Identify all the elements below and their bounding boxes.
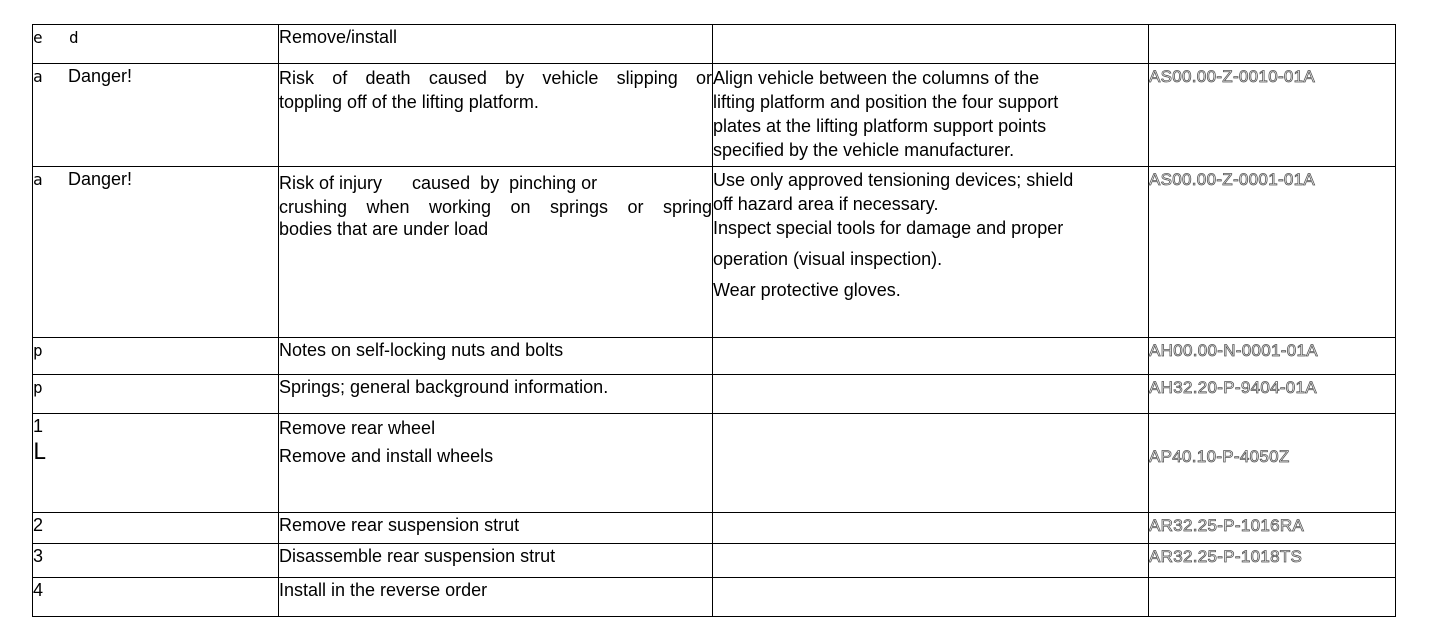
task-cell (279, 513, 713, 544)
task-cell (279, 338, 713, 375)
step-number: 3 (33, 546, 44, 566)
task-text: Disassemble rear suspension strut (279, 546, 556, 566)
table-row (33, 544, 1396, 578)
ref-cell (1149, 414, 1396, 513)
step-number: 1 (33, 416, 44, 436)
document-reference-link[interactable]: AS00.00-Z-0001-01A (1149, 170, 1316, 189)
sub-task-text: Remove and install wheels (279, 446, 494, 466)
ref-cell (1149, 513, 1396, 544)
note-line: Wear protective gloves. (713, 280, 901, 300)
note-cell (713, 338, 1149, 375)
ref-cell (1149, 544, 1396, 578)
task-text: Notes on self-locking nuts and bolts (279, 340, 564, 360)
note-cell (713, 513, 1149, 544)
task-line: Risk of injury caused by pinching or (279, 173, 598, 193)
info-symbol: p (33, 378, 43, 397)
note-cell (713, 375, 1149, 414)
document-reference-link[interactable]: AR32.25-P-1016RA (1149, 516, 1305, 535)
link-symbol: L (33, 440, 47, 465)
removal-symbol: e (33, 28, 43, 47)
danger-label: Danger! (68, 169, 133, 189)
danger-label: Danger! (68, 66, 133, 86)
note-line: Inspect special tools for damage and proper (713, 218, 1064, 238)
task-text: Springs; general background information. (279, 377, 609, 397)
task-text: Remove rear wheel (279, 418, 436, 438)
document-reference-link[interactable]: AR32.25-P-1018TS (1149, 547, 1303, 566)
note-cell (713, 544, 1149, 578)
symbol-cell (33, 338, 279, 375)
note-cell (713, 167, 1149, 338)
table-row (33, 64, 1396, 167)
step-cell (33, 414, 279, 513)
task-cell (279, 414, 713, 513)
task-cell (279, 578, 713, 617)
ref-cell (1149, 375, 1396, 414)
task-line: toppling off of the lifting platform. (279, 92, 539, 112)
step-cell (33, 544, 279, 578)
symbol-cell (33, 25, 279, 64)
document-reference-link[interactable]: AP40.10-P-4050Z (1149, 447, 1290, 466)
danger-symbol: a (33, 170, 43, 189)
table-row (33, 25, 1396, 64)
task-line: Risk of death caused by vehicle slipping or (279, 68, 712, 88)
note-line: specified by the vehicle manufacturer. (713, 140, 1015, 160)
danger-symbol: a (33, 67, 43, 86)
task-text: Install in the reverse order (279, 580, 488, 600)
step-cell (33, 578, 279, 617)
note-line: lifting platform and position the four support (713, 92, 1059, 112)
step-number: 4 (33, 580, 44, 600)
task-text: Remove/install (279, 27, 398, 47)
task-cell (279, 544, 713, 578)
ref-cell (1149, 167, 1396, 338)
table-row (33, 338, 1396, 375)
table-row (33, 513, 1396, 544)
task-line: crushing when working on springs or spring (279, 197, 712, 217)
task-text: Remove rear suspension strut (279, 515, 520, 535)
ref-cell (1149, 578, 1396, 617)
note-line: plates at the lifting platform support points (713, 116, 1047, 136)
step-number: 2 (33, 515, 44, 535)
step-cell (33, 513, 279, 544)
task-line: bodies that are under load (279, 219, 489, 239)
document-reference-link[interactable]: AH00.00-N-0001-01A (1149, 341, 1318, 360)
task-cell (279, 25, 713, 64)
symbol-cell (33, 375, 279, 414)
note-line: Align vehicle between the columns of the (713, 68, 1040, 88)
ref-cell (1149, 338, 1396, 375)
table-row (33, 167, 1396, 338)
note-line: off hazard area if necessary. (713, 194, 939, 214)
table-row (33, 578, 1396, 617)
note-cell (713, 64, 1149, 167)
table-row (33, 375, 1396, 414)
task-cell (279, 64, 713, 167)
symbol-cell (33, 64, 279, 167)
task-cell (279, 375, 713, 414)
ref-cell (1149, 64, 1396, 167)
installation-symbol: d (69, 28, 79, 47)
info-symbol: p (33, 341, 43, 360)
symbol-cell (33, 167, 279, 338)
note-cell (713, 578, 1149, 617)
ref-cell (1149, 25, 1396, 64)
document-reference-link[interactable]: AS00.00-Z-0010-01A (1149, 67, 1316, 86)
note-cell (713, 25, 1149, 64)
document-reference-link[interactable]: AH32.20-P-9404-01A (1149, 378, 1317, 397)
note-line: operation (visual inspection). (713, 249, 943, 269)
note-cell (713, 414, 1149, 513)
table-row (33, 414, 1396, 513)
note-line: Use only approved tensioning devices; shield (713, 170, 1074, 190)
task-cell (279, 167, 713, 338)
procedure-table (32, 24, 1396, 617)
